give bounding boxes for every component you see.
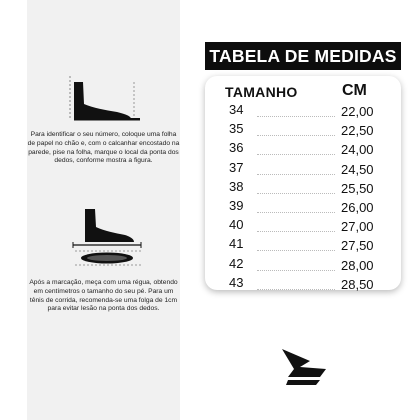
foot-on-paper-icon — [63, 74, 147, 128]
instruction-step-1: Para identificar o seu número, coloque uma folha de papel no chão e, com o calcanhar encostado na parede, pise na folha, marque o local da ponta dos dedos, conforme mostra a figura. — [27, 131, 180, 165]
instruction-step-2: Após a marcação, meça com uma régua, obtendo em centímetros o tamanho do seu pé. Para um tênis de corrida, recomenda-se uma folga de 1cm para evitar lesão na ponta dos dedos. — [29, 279, 178, 313]
table-row — [205, 216, 401, 235]
cm-value: 27,50 — [341, 238, 374, 254]
cm-value: 25,50 — [341, 180, 374, 196]
table-row — [205, 235, 401, 254]
size-value: 43 — [229, 274, 244, 290]
column-header-size: TAMANHO — [225, 84, 298, 100]
foot-measure-icon — [71, 205, 143, 267]
cm-value: 26,00 — [341, 199, 374, 215]
row-divider — [257, 250, 335, 251]
table-row — [205, 178, 401, 197]
cm-value: 28,50 — [341, 276, 374, 292]
row-divider — [257, 154, 335, 155]
size-value: 38 — [229, 178, 244, 194]
size-table-rows — [205, 101, 401, 293]
row-divider — [257, 270, 335, 271]
cm-value: 22,50 — [341, 123, 374, 139]
size-value: 34 — [229, 102, 244, 117]
size-value: 42 — [229, 255, 244, 271]
column-header-cm: CM — [342, 82, 367, 99]
table-row — [205, 120, 401, 139]
size-value: 40 — [229, 217, 244, 233]
row-divider — [257, 174, 335, 175]
table-row — [205, 101, 401, 120]
cm-value: 28,00 — [341, 257, 374, 273]
row-divider — [257, 116, 335, 117]
row-divider — [257, 135, 335, 136]
size-value: 39 — [229, 197, 244, 213]
size-table-card — [205, 76, 401, 290]
size-value: 36 — [229, 140, 244, 156]
table-row — [205, 139, 401, 158]
size-value: 35 — [229, 121, 244, 137]
size-value: 37 — [229, 159, 244, 175]
cm-value: 27,00 — [341, 219, 374, 235]
row-divider — [257, 231, 335, 232]
row-divider — [257, 289, 335, 290]
table-row — [205, 159, 401, 178]
table-row — [205, 274, 401, 293]
brand-logo-icon — [280, 347, 328, 387]
cm-value: 22,00 — [341, 104, 374, 119]
cm-value: 24,50 — [341, 161, 374, 177]
instructions-panel — [27, 0, 180, 420]
row-divider — [257, 193, 335, 194]
size-table-title: TABELA DE MEDIDAS — [205, 42, 401, 70]
table-row — [205, 197, 401, 216]
size-value: 41 — [229, 236, 244, 252]
row-divider — [257, 212, 335, 213]
cm-value: 24,00 — [341, 142, 374, 158]
table-row — [205, 255, 401, 274]
